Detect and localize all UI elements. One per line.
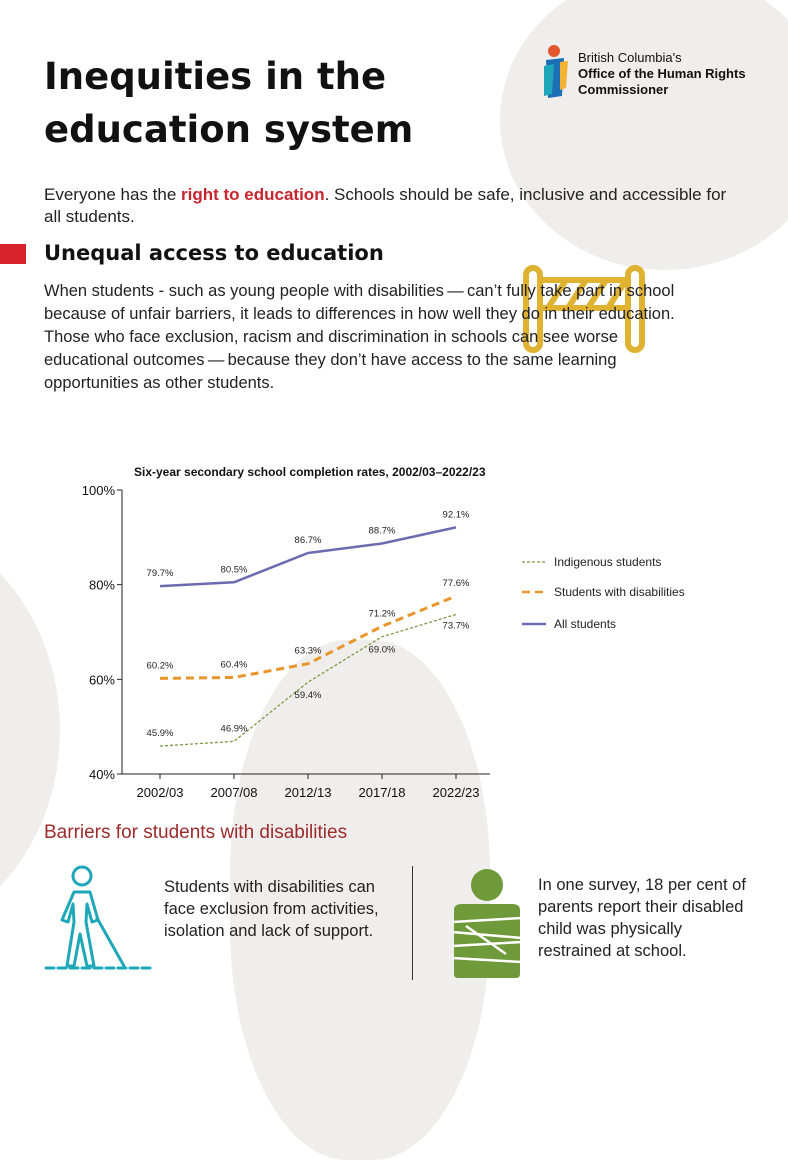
chart-title: Six-year secondary school completion rates, 2002/03–2022/23 xyxy=(134,465,486,479)
section-marker xyxy=(0,244,26,264)
data-label: 71.2% xyxy=(369,608,396,619)
intro-text: Everyone has the xyxy=(44,185,181,204)
restrained-person-icon xyxy=(446,868,528,985)
series-line xyxy=(160,614,456,746)
logo-text xyxy=(578,50,746,98)
legend-label: Indigenous students xyxy=(554,555,661,569)
intro-highlight: right to education xyxy=(181,185,325,204)
data-label: 92.1% xyxy=(443,509,470,520)
organization-logo xyxy=(540,44,780,104)
intro-paragraph xyxy=(44,184,744,228)
background-shape xyxy=(500,0,788,270)
completion-rates-chart xyxy=(70,460,710,805)
intro-text: . Schools should be safe, inclusive and accessible for all students. xyxy=(44,185,726,226)
data-label: 59.4% xyxy=(295,690,322,701)
data-label: 60.4% xyxy=(221,659,248,670)
logo-line: Office of the Human Rights xyxy=(578,66,746,82)
legend-label: All students xyxy=(554,617,616,631)
section-heading: Unequal access to education xyxy=(44,241,384,265)
data-label: 46.9% xyxy=(221,723,248,734)
series-line xyxy=(160,596,456,678)
legend-label: Students with disabilities xyxy=(554,585,685,599)
logo-line: Commissioner xyxy=(578,82,746,98)
barriers-heading: Barriers for students with disabilities xyxy=(44,822,347,844)
data-label: 60.2% xyxy=(147,660,174,671)
x-tick-label: 2022/23 xyxy=(433,785,480,800)
y-tick-label: 80% xyxy=(89,578,115,593)
logo-line: British Columbia's xyxy=(578,50,746,66)
y-tick-label: 60% xyxy=(89,672,115,687)
data-label: 88.7% xyxy=(369,525,396,536)
person-with-cane-icon xyxy=(42,862,154,977)
data-label: 73.7% xyxy=(443,620,470,631)
y-tick-label: 100% xyxy=(82,483,116,498)
data-label: 45.9% xyxy=(147,728,174,739)
x-tick-label: 2017/18 xyxy=(359,785,406,800)
data-label: 77.6% xyxy=(443,578,470,589)
section-body: When students - such as young people with disabilities — can’t fully take part in school because of unfair barriers, it leads to differences in how well they do in their education. Those who face exclusion, racism and discrimination in schools can see worse educational outcomes — because they don’t have access to the same learning opportunities as other students. xyxy=(44,280,684,395)
card2-text: In one survey, 18 per cent of parents report their disabled child was physically restrained at school. xyxy=(538,874,748,962)
x-tick-label: 2007/08 xyxy=(211,785,258,800)
data-label: 86.7% xyxy=(295,535,322,546)
y-tick-label: 40% xyxy=(89,767,115,782)
data-label: 79.7% xyxy=(147,568,174,579)
page-title: Inequities in the education system xyxy=(44,50,464,156)
x-tick-label: 2012/13 xyxy=(285,785,332,800)
logo-mark-icon xyxy=(540,44,574,100)
card1-text: Students with disabilities can face exclusion from activities, isolation and lack of support. xyxy=(164,876,384,942)
x-tick-label: 2002/03 xyxy=(137,785,184,800)
divider xyxy=(412,866,413,980)
data-label: 69.0% xyxy=(369,645,396,656)
data-label: 80.5% xyxy=(221,564,248,575)
data-label: 63.3% xyxy=(295,646,322,657)
